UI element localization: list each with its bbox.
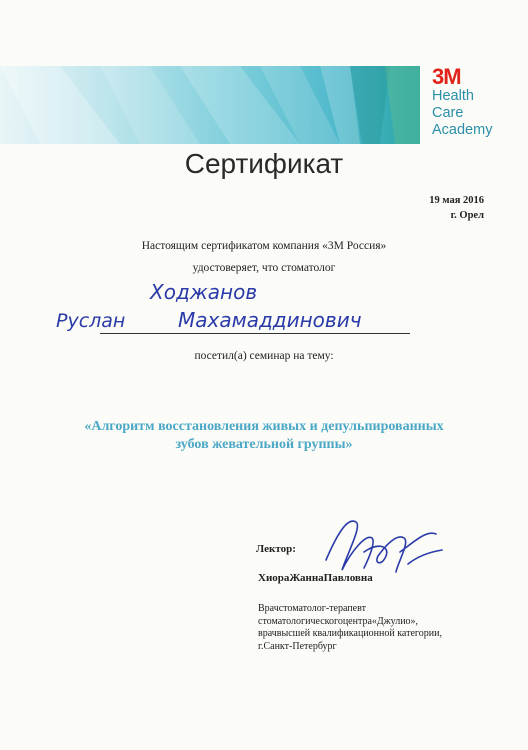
banner-pattern [0,66,420,144]
intro-line: Настоящим сертификатом компания «3М Россия» [141,240,387,252]
credential-line: Врачстоматолог-терапевт [258,603,366,614]
topic-line: зубов жевательной группы» [175,437,353,452]
seminar-line: посетил(а) семинар на тему: [194,350,334,362]
credential-line: г.Санкт-Петербург [258,640,337,652]
recipient-surname: Ходжанов [150,280,258,304]
lecturer-credentials [258,603,442,653]
brand-logo-text [432,88,528,139]
brand-line: Care [432,105,464,121]
header-banner [0,66,420,144]
certifies-line: удостоверяет, что стоматолог [192,262,336,274]
date-day: 19 мая 2016 [429,195,484,206]
brand-line: Academy [432,122,493,138]
name-underline [100,333,410,334]
seminar-topic [0,418,528,454]
brand-line: Health [432,88,474,104]
recipient-patronymic: Махамаддинович [178,308,362,332]
certificate-title: Сертификат [184,148,344,179]
topic-line: «Алгоритм восстановления живых и депульпированных [84,419,444,434]
credential-line: врачвысшей квалификационной категории, [258,628,442,639]
recipient-first-name: Руслан [56,310,126,332]
date-city: г. Орел [450,210,484,221]
credential-line: стоматологическогоцентра«Джулио», [258,615,419,627]
brand-logo-3m: 3M [432,64,461,89]
lecturer-name: ХиораЖаннаПавловна [258,572,373,584]
lecturer-label: Лектор: [256,543,296,555]
date-block [429,193,484,223]
